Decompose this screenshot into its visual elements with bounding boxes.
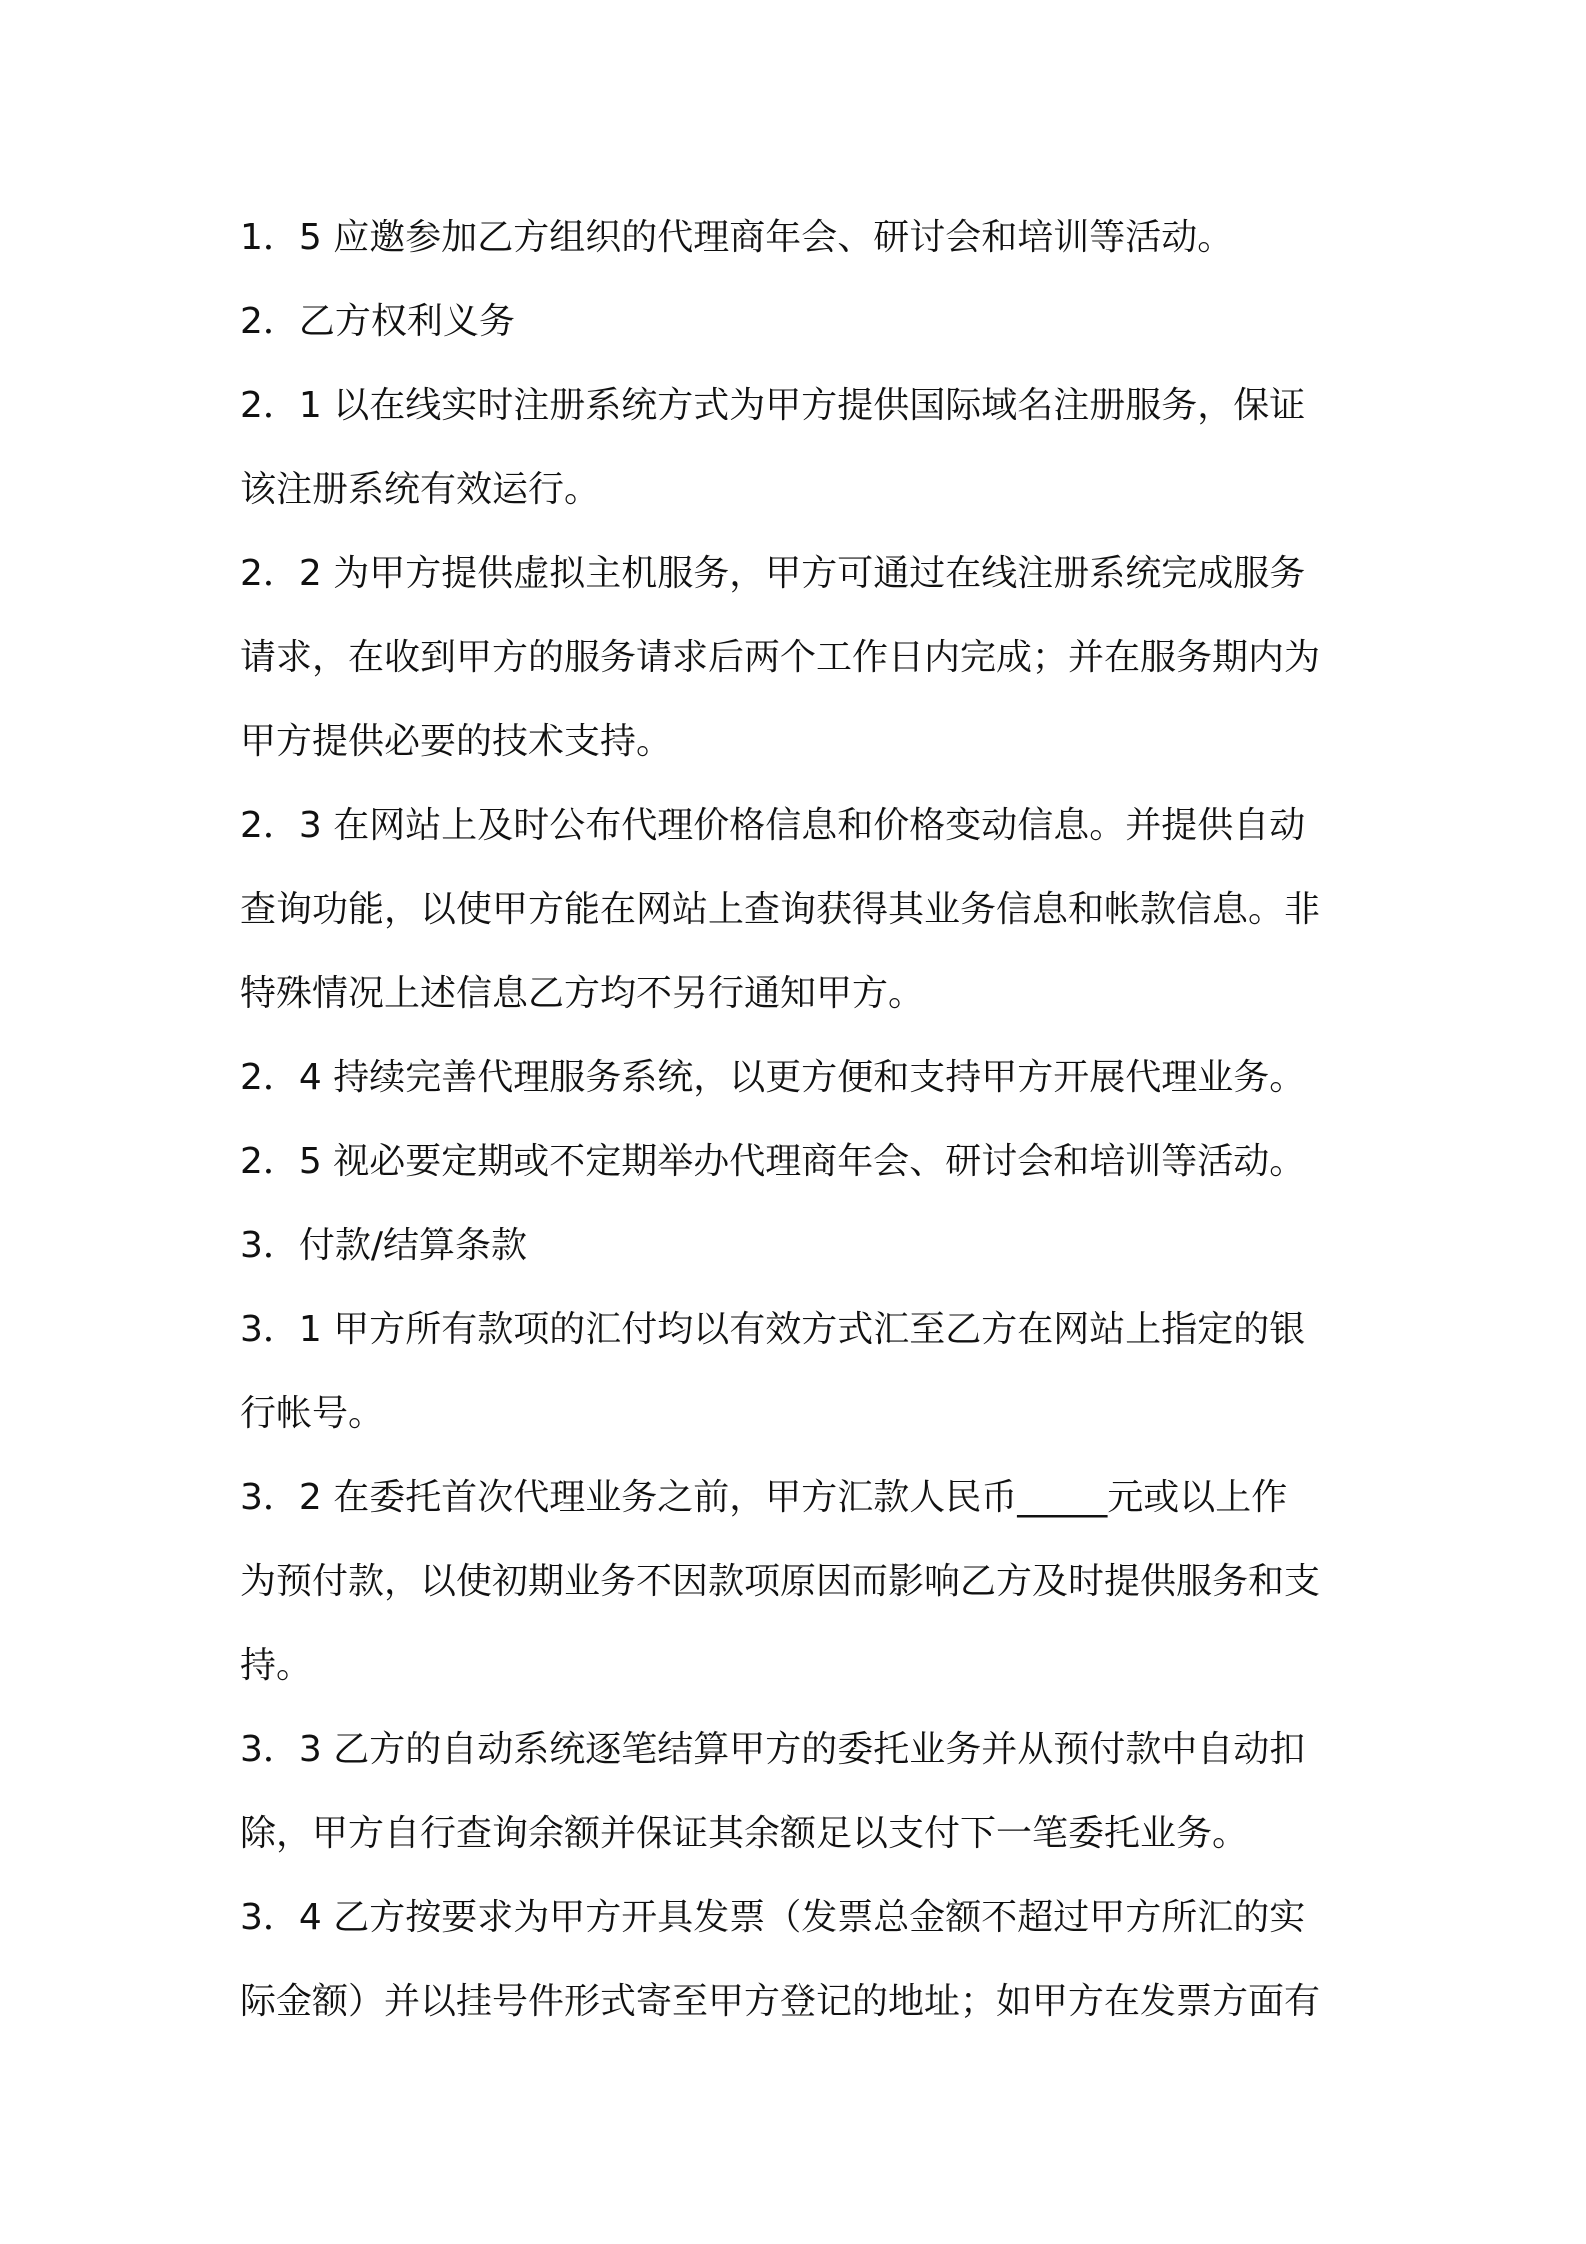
text-line: 2．4 持续完善代理服务系统，以更方便和支持甲方开展代理业务。: [240, 1057, 1306, 1098]
text-line: 际金额）并以挂号件形式寄至甲方登记的地址；如甲方在发票方面有: [240, 1981, 1321, 2022]
text-line: 请求，在收到甲方的服务请求后两个工作日内完成；并在服务期内为: [240, 637, 1321, 678]
text-line: 3．2 在委托首次代理业务之前，甲方汇款人民币_____元或以上作: [240, 1477, 1288, 1518]
text-line: 2．3 在网站上及时公布代理价格信息和价格变动信息。并提供自动: [240, 805, 1306, 846]
text-line: 除，甲方自行查询余额并保证其余额足以支付下一笔委托业务。: [240, 1813, 1249, 1854]
text-line: 特殊情况上述信息乙方均不另行通知甲方。: [240, 973, 925, 1014]
text-line: 2．5 视必要定期或不定期举办代理商年会、研讨会和培训等活动。: [240, 1141, 1306, 1182]
text-line: 持。: [240, 1645, 313, 1686]
text-line: 2．1 以在线实时注册系统方式为甲方提供国际域名注册服务，保证: [240, 385, 1306, 426]
text-line: 3．4 乙方按要求为甲方开具发票（发票总金额不超过甲方所汇的实: [240, 1897, 1306, 1938]
text-line: 行帐号。: [240, 1393, 385, 1434]
text-line: 2．2 为甲方提供虚拟主机服务，甲方可通过在线注册系统完成服务: [240, 553, 1306, 594]
text-line: 甲方提供必要的技术支持。: [240, 721, 673, 762]
text-line: 查询功能，以使甲方能在网站上查询获得其业务信息和帐款信息。非: [240, 889, 1321, 930]
document-body: [240, 196, 1360, 2044]
text-line: 为预付款，以使初期业务不因款项原因而影响乙方及时提供服务和支: [240, 1561, 1321, 1602]
section-heading: 2．乙方权利义务: [240, 301, 515, 342]
section-heading: 3．付款/结算条款: [240, 1225, 528, 1266]
text-line: 3．1 甲方所有款项的汇付均以有效方式汇至乙方在网站上指定的银: [240, 1309, 1306, 1350]
text-line: 该注册系统有效运行。: [240, 469, 601, 510]
text-line: 3．3 乙方的自动系统逐笔结算甲方的委托业务并从预付款中自动扣: [240, 1729, 1306, 1770]
text-line: 1．5 应邀参加乙方组织的代理商年会、研讨会和培训等活动。: [240, 217, 1234, 258]
